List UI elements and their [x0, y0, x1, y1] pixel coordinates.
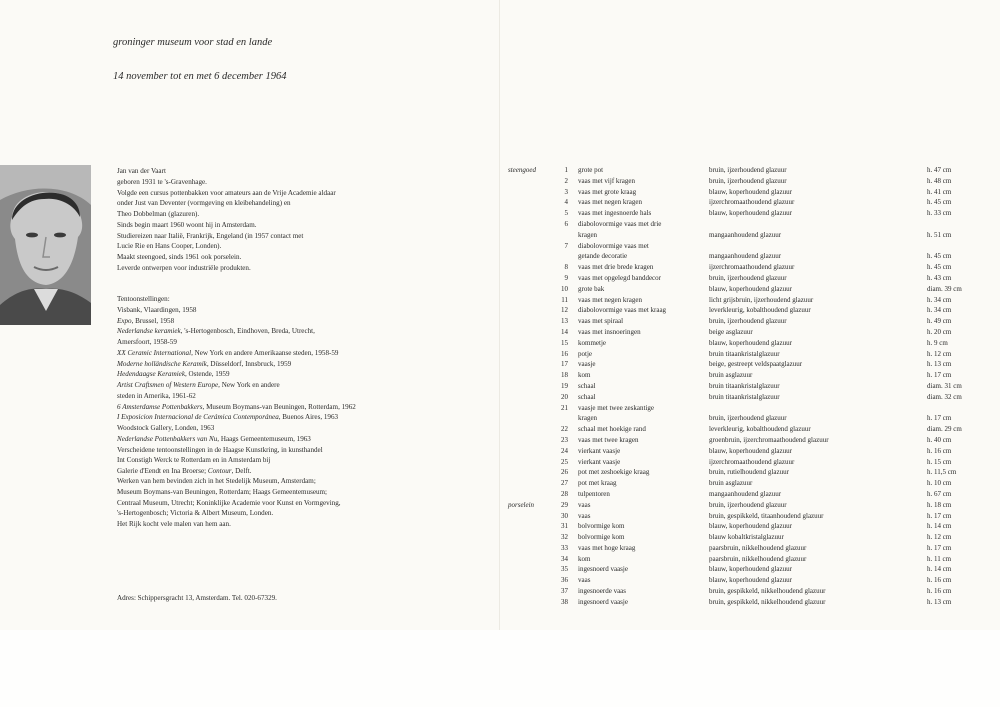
museum-name: groninger museum voor stad en lande — [113, 37, 273, 48]
catalogue-number: 15 — [561, 338, 568, 347]
catalogue-row — [500, 327, 970, 338]
catalogue-glaze: bruin asglazuur — [709, 479, 753, 488]
catalogue-number: 3 — [564, 187, 568, 196]
catalogue-number: 28 — [561, 489, 568, 498]
catalogue-number: 11 — [561, 295, 568, 304]
catalogue-number: 19 — [561, 381, 568, 390]
exhibition-line: steden in Amerika, 1961-62 — [117, 391, 196, 400]
catalogue-dimension: h. 13 cm — [927, 360, 952, 369]
catalogue-number: 13 — [561, 317, 568, 326]
catalogue-row — [500, 457, 970, 468]
catalogue-glaze: bruin, gespikkeld, nikkelhoudend glazuur — [709, 597, 826, 606]
catalogue-object: vaas met spiraal — [578, 317, 624, 326]
catalogue-table — [500, 165, 970, 608]
catalogue-number: 37 — [561, 587, 568, 596]
catalogue-section: porselein — [508, 500, 535, 509]
catalogue-dimension: h. 16 cm — [927, 446, 952, 455]
catalogue-dimension: h. 45 cm — [927, 252, 952, 261]
catalogue-glaze: bruin, ijzerhoudend glazuur — [709, 500, 787, 509]
catalogue-number: 31 — [561, 522, 568, 531]
catalogue-row — [500, 511, 970, 522]
catalogue-number: 6 — [564, 219, 568, 228]
catalogue-object: diabolovormige vaas met drie kragen — [578, 219, 662, 239]
catalogue-dimension: h. 10 cm — [927, 479, 952, 488]
catalogue-number: 22 — [561, 425, 568, 434]
catalogue-glaze: blauw, koperhoudend glazuur — [709, 284, 792, 293]
bio-line: Lucie Rie en Hans Cooper, Londen). — [117, 242, 222, 251]
catalogue-object: kommetje — [578, 338, 606, 347]
catalogue-dimension: h. 48 cm — [927, 176, 952, 185]
catalogue-dimension: h. 17 cm — [927, 511, 952, 520]
catalogue-glaze: blauw, koperhoudend glazuur — [709, 209, 792, 218]
catalogue-object: vaasje met twee zeskantige kragen — [578, 403, 654, 423]
catalogue-glaze: leverkleurig, kobalthoudend glazuur — [709, 306, 811, 315]
exhibition-line: Nederlandse keramiek, 's-Hertogenbosch, Eindhoven, Breda, Utrecht, — [117, 327, 315, 336]
catalogue-object: grote pot — [578, 166, 604, 174]
catalogue-glaze: bruin, rutielhoudend glazuur — [709, 468, 789, 477]
catalogue-dimension: h. 43 cm — [927, 273, 952, 282]
catalogue-number: 21 — [561, 403, 568, 412]
catalogue-number: 10 — [561, 284, 568, 293]
catalogue-number: 34 — [561, 554, 568, 563]
catalogue-object: kom — [578, 371, 591, 380]
catalogue-object: schaal met hoekige rand — [578, 425, 646, 434]
catalogue-number: 9 — [564, 273, 568, 282]
catalogue-glaze: bruin titaankristalglazuur — [709, 349, 780, 358]
artist-biography — [117, 166, 487, 274]
catalogue-dimension: h. 45 cm — [927, 198, 952, 207]
catalogue-row — [500, 381, 970, 392]
catalogue-object: vaas — [578, 500, 591, 509]
exhibitions-heading: Tentoonstellingen: — [117, 295, 170, 303]
catalogue-row — [500, 446, 970, 457]
catalogue-row — [500, 478, 970, 489]
catalogue-row — [500, 543, 970, 554]
catalogue-object: potje — [578, 349, 592, 358]
collection-line: 's-Hertogenbosch; Victoria & Albert Museum, Londen. — [117, 509, 274, 518]
catalogue-dimension: h. 20 cm — [927, 327, 952, 336]
catalogue-object: schaal — [578, 381, 596, 390]
catalogue-glaze: beige, gestreept veldspaatglazuur — [709, 360, 803, 369]
catalogue-object: ingesnoerd vaasje — [578, 565, 628, 574]
catalogue-number: 25 — [561, 457, 568, 466]
catalogue-row — [500, 489, 970, 500]
bio-line: Volgde een cursus pottenbakken voor amateurs aan de Vrije Academie aldaar — [117, 188, 336, 197]
catalogue-number: 5 — [564, 209, 568, 218]
catalogue-object: tulpentoren — [578, 489, 610, 498]
catalogue-row — [500, 273, 970, 284]
catalogue-dimension: diam. 31 cm — [927, 381, 962, 390]
catalogue-dimension: h. 34 cm — [927, 295, 952, 304]
catalogue-object: vaas met vijf kragen — [578, 176, 635, 185]
catalogue-row — [500, 392, 970, 403]
catalogue-dimension: h. 16 cm — [927, 576, 952, 585]
catalogue-object: ingesnoerde vaas — [578, 587, 627, 596]
catalogue-dimension: h. 11,5 cm — [927, 468, 957, 477]
collection-line: Het Rijk kocht vele malen van hem aan. — [117, 520, 231, 528]
exhibition-line: Visbank, Vlaardingen, 1958 — [117, 305, 197, 314]
catalogue-glaze: blauw, koperhoudend glazuur — [709, 522, 792, 531]
catalogue-dimension: diam. 39 cm — [927, 284, 962, 293]
catalogue-number: 18 — [561, 371, 568, 380]
catalogue-glaze: blauw, koperhoudend glazuur — [709, 565, 792, 574]
catalogue-number: 7 — [564, 241, 568, 250]
catalogue-glaze: blauw, koperhoudend glazuur — [709, 446, 792, 455]
catalogue-dimension: h. 45 cm — [927, 263, 952, 272]
collection-line: Centraal Museum, Utrecht; Koninklijke Academie voor Kunst en Vormgeving, — [117, 498, 341, 507]
catalogue-number: 24 — [561, 446, 568, 455]
catalogue-object: vaasje — [578, 360, 596, 369]
catalogue-object: vaas met insnoeringen — [578, 327, 641, 336]
catalogue-glaze: bruin asglazuur — [709, 371, 753, 380]
exhibition-line: I Exposicion Internacional de Cerámica Contemporánea, Buenos Aires, 1963 — [117, 413, 339, 422]
catalogue-glaze: mangaanhoudend glazuur — [709, 230, 782, 239]
catalogue-dimension: h. 40 cm — [927, 435, 952, 444]
catalogue-object: vaas met grote kraag — [578, 187, 637, 196]
catalogue-dimension: diam. 32 cm — [927, 392, 962, 401]
catalogue-object: bolvormige kom — [578, 522, 625, 531]
catalogue-dimension: h. 16 cm — [927, 587, 952, 596]
catalogue-row — [500, 338, 970, 349]
catalogue-object: vaas met drie brede kragen — [578, 263, 654, 272]
catalogue-row — [500, 316, 970, 327]
exhibition-line: Verscheidene tentoonstellingen in de Haagse Kunstkring, in kunsthandel — [117, 445, 323, 454]
catalogue-object: vaas met negen kragen — [578, 198, 642, 207]
catalogue-glaze: bruin titaankristalglazuur — [709, 381, 780, 390]
catalogue-row — [500, 197, 970, 208]
catalogue-dimension: h. 47 cm — [927, 166, 952, 174]
bio-line: geboren 1931 te 's-Gravenhage. — [117, 177, 207, 186]
catalogue-row — [500, 403, 970, 425]
catalogue-object: kom — [578, 554, 591, 563]
catalogue-dimension: h. 12 cm — [927, 349, 952, 358]
catalogue-row — [500, 521, 970, 532]
catalogue-row — [500, 208, 970, 219]
catalogue-object: diabolovormige vaas met kraag — [578, 306, 667, 315]
catalogue-row — [500, 424, 970, 435]
catalogue-row — [500, 370, 970, 381]
catalogue-object: vaas met ingesnoerde hals — [578, 209, 652, 218]
catalogue-number: 8 — [564, 263, 568, 272]
catalogue-dimension: h. 12 cm — [927, 533, 952, 542]
catalogue-row — [500, 359, 970, 370]
bio-line: Jan van der Vaart — [117, 167, 166, 175]
exhibition-line: 6 Amsterdamse Pottenbakkers, Museum Boymans-van Beuningen, Rotterdam, 1962 — [117, 402, 356, 411]
catalogue-glaze: blauw kobaltkristalglazuur — [709, 533, 784, 542]
catalogue-glaze: ijzerchromaathoudend glazuur — [709, 263, 795, 272]
catalogue-dimension: h. 67 cm — [927, 489, 952, 498]
catalogue-object: bolvormige kom — [578, 533, 625, 542]
catalogue-glaze: blauw, koperhoudend glazuur — [709, 187, 792, 196]
catalogue-glaze: beige asglazuur — [709, 327, 753, 336]
catalogue-glaze: ijzerchromaathoudend glazuur — [709, 457, 795, 466]
catalogue-row — [500, 165, 970, 176]
catalogue-number: 4 — [564, 198, 568, 207]
catalogue-object: pot met zeshoekige kraag — [578, 468, 650, 477]
catalogue-row — [500, 295, 970, 306]
catalogue-row — [500, 219, 970, 241]
catalogue-section: steengoed — [508, 166, 536, 174]
catalogue-number: 38 — [561, 597, 568, 606]
catalogue-glaze: blauw, koperhoudend glazuur — [709, 338, 792, 347]
catalogue-glaze: mangaanhoudend glazuur — [709, 489, 782, 498]
catalogue-glaze: bruin, gespikkeld, titaanhoudend glazuur — [709, 511, 824, 520]
catalogue-object: vaas met opgelegd banddecor — [578, 273, 661, 282]
exhibition-line: Hedendaagse Keramiek, Ostende, 1959 — [117, 370, 230, 379]
catalogue-number: 12 — [561, 306, 568, 315]
catalogue-object: diabolovormige vaas met getande decoratie — [578, 241, 649, 261]
catalogue-object: vierkant vaasje — [578, 457, 621, 466]
catalogue-row — [500, 500, 970, 511]
catalogue-dimension: h. 13 cm — [927, 597, 952, 606]
catalogue-dimension: h. 41 cm — [927, 187, 952, 196]
catalogue-object: vaas met negen kragen — [578, 295, 642, 304]
catalogue-glaze: licht grijsbruin, ijzerhoudend glazuur — [709, 295, 814, 304]
catalogue-object: schaal — [578, 392, 596, 401]
catalogue-row — [500, 241, 970, 263]
catalogue-object: vaas met hoge kraag — [578, 543, 636, 552]
catalogue-row — [500, 586, 970, 597]
catalogue-number: 2 — [564, 176, 568, 185]
catalogue-number: 35 — [561, 565, 568, 574]
exhibition-line: Nederlandse Pottenbakkers van Nu, Haags Gemeentemuseum, 1963 — [117, 434, 311, 443]
exhibition-line: Moderne holländische Keramik, Düsseldorf, Innsbruck, 1959 — [117, 359, 292, 368]
exhibition-line: Int Constigh Werck te Rotterdam en in Amsterdam bij — [117, 456, 271, 465]
catalogue-dimension: h. 9 cm — [927, 338, 948, 347]
catalogue-row — [500, 284, 970, 295]
artist-address: Adres: Schippersgracht 13, Amsterdam. Tel. 020-67329. — [117, 594, 277, 602]
catalogue-object: vaas met twee kragen — [578, 435, 639, 444]
catalogue-dimension: h. 51 cm — [927, 230, 952, 239]
artist-portrait — [0, 165, 91, 325]
catalogue-glaze: bruin titaankristalglazuur — [709, 392, 780, 401]
catalogue-dimension: diam. 29 cm — [927, 425, 962, 434]
catalogue-number: 14 — [561, 327, 568, 336]
catalogue-row — [500, 349, 970, 360]
catalogue-dimension: h. 14 cm — [927, 565, 952, 574]
catalogue-glaze: leverkleurig, kobalthoudend glazuur — [709, 425, 811, 434]
catalogue-object: vaas — [578, 576, 591, 585]
catalogue-object: vierkant vaasje — [578, 446, 621, 455]
catalogue-dimension: h. 15 cm — [927, 457, 952, 466]
catalogue-dimension: h. 33 cm — [927, 209, 952, 218]
catalogue-row — [500, 564, 970, 575]
catalogue-dimension: h. 17 cm — [927, 414, 952, 423]
catalogue-number: 30 — [561, 511, 568, 520]
catalogue-row — [500, 176, 970, 187]
collection-line: Museum Boymans-van Beuningen, Rotterdam; Haags Gemeentemuseum; — [117, 487, 328, 496]
catalogue-number: 17 — [561, 360, 568, 369]
catalogue-glaze: bruin, ijzerhoudend glazuur — [709, 166, 787, 174]
catalogue-dimension: h. 18 cm — [927, 500, 952, 509]
exhibition-line: Artist Craftsmen of Western Europe, New York en andere — [117, 381, 280, 389]
catalogue-number: 16 — [561, 349, 568, 358]
catalogue-row — [500, 435, 970, 446]
catalogue-number: 1 — [564, 166, 568, 174]
catalogue-row — [500, 262, 970, 273]
catalogue-glaze: mangaanhoudend glazuur — [709, 252, 782, 261]
catalogue-row — [500, 575, 970, 586]
catalogue-glaze: groenbruin, ijzerchromaathoudend glazuur — [709, 435, 829, 444]
catalogue-row — [500, 467, 970, 478]
bio-line: Theo Dobbelman (glazuren). — [117, 210, 200, 218]
catalogue-glaze: bruin, ijzerhoudend glazuur — [709, 176, 787, 185]
catalogue-row — [500, 305, 970, 316]
catalogue-number: 29 — [561, 500, 568, 509]
catalogue-dimension: h. 17 cm — [927, 371, 952, 380]
bio-line: Leverde ontwerpen voor industriële produkten. — [117, 263, 251, 272]
exhibition-line: Expo, Brussel, 1958 — [117, 316, 175, 325]
catalogue-glaze: bruin, ijzerhoudend glazuur — [709, 273, 787, 282]
exhibition-line: Galerie d'Eendt en Ina Broerse; Contour, Delft. — [117, 467, 252, 475]
catalogue-row — [500, 597, 970, 608]
catalogue-dimension: h. 34 cm — [927, 306, 952, 315]
catalogue-object: grote bak — [578, 284, 605, 293]
catalogue-object: vaas — [578, 511, 591, 520]
catalogue-glaze: paarsbruin, nikkelhoudend glazuur — [709, 554, 807, 563]
catalogue-glaze: paarsbruin, nikkelhoudend glazuur — [709, 543, 807, 552]
catalogue-row — [500, 554, 970, 565]
catalogue-dimension: h. 14 cm — [927, 522, 952, 531]
bio-line: Studiereizen naar Italië, Frankrijk, Engeland (in 1957 contact met — [117, 231, 304, 240]
catalogue-glaze: bruin, ijzerhoudend glazuur — [709, 414, 787, 423]
catalogue-row — [500, 532, 970, 543]
catalogue-dimension: h. 17 cm — [927, 543, 952, 552]
catalogue-number: 32 — [561, 533, 568, 542]
collections-list — [117, 476, 487, 530]
catalogue-number: 26 — [561, 468, 568, 477]
catalogue-glaze: bruin, ijzerhoudend glazuur — [709, 317, 787, 326]
collection-line: Werken van hem bevinden zich in het Stedelijk Museum, Amsterdam; — [117, 477, 316, 485]
catalogue-number: 33 — [561, 543, 568, 552]
catalogue-number: 36 — [561, 576, 568, 585]
bio-line: onder Just van Deventer (vormgeving en kleibehandeling) en — [117, 199, 291, 208]
exhibition-line: Amersfoort, 1958-59 — [117, 338, 177, 346]
exhibition-line: XX Ceramic International, New York en andere Amerikaanse steden, 1958-59 — [117, 348, 339, 357]
catalogue-dimension: h. 49 cm — [927, 317, 952, 326]
catalogue-row — [500, 187, 970, 198]
exhibition-line: Woodstock Gallery, Londen, 1963 — [117, 424, 215, 432]
catalogue-object: ingesnoerd vaasje — [578, 597, 628, 606]
catalogue-object: pot met kraag — [578, 479, 617, 488]
exhibitions-list — [117, 294, 487, 477]
catalogue-number: 20 — [561, 392, 568, 401]
catalogue-glaze: ijzerchromaathoudend glazuur — [709, 198, 795, 207]
bio-line: Maakt steengoed, sinds 1961 ook porselein. — [117, 253, 242, 261]
catalogue-dimension: h. 11 cm — [927, 554, 952, 563]
catalogue-number: 23 — [561, 435, 568, 444]
catalogue-glaze: bruin, gespikkeld, nikkelhoudend glazuur — [709, 587, 826, 596]
exhibition-dates: 14 november tot en met 6 december 1964 — [113, 71, 287, 82]
catalogue-number: 27 — [561, 479, 568, 488]
bio-line: Sinds begin maart 1960 woont hij in Amsterdam. — [117, 220, 257, 229]
catalogue-glaze: blauw, koperhoudend glazuur — [709, 576, 792, 585]
